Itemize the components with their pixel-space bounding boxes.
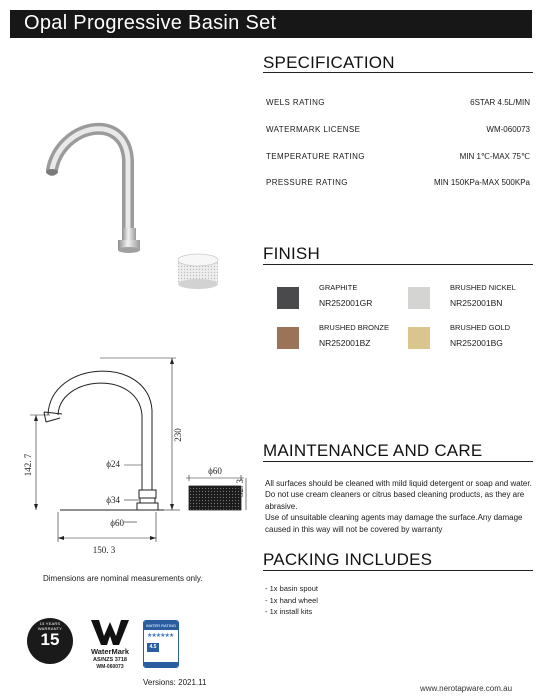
finish-swatch — [277, 287, 299, 309]
packing-item: - 1x install kits — [265, 607, 313, 616]
watermark-logo — [85, 618, 135, 670]
dim-34: ϕ34 — [106, 495, 120, 505]
finish-swatch — [408, 287, 430, 309]
watermark-standard: AS/NZS 3718 — [93, 657, 127, 663]
warranty-badge — [27, 618, 73, 664]
maintenance-text — [265, 478, 535, 535]
base-body — [139, 490, 156, 498]
finish-swatch — [408, 327, 430, 349]
dim-24: ϕ24 — [106, 459, 120, 469]
title-bar — [10, 10, 532, 38]
wels-stars-icon: ★★★★★★ — [147, 633, 174, 639]
spec-row-watermark — [266, 123, 532, 139]
spec-label: WATERMARK LICENSE — [266, 125, 361, 134]
maintenance-heading: MAINTENANCE AND CARE — [263, 441, 483, 460]
finish-code: NR252001GR — [319, 298, 373, 308]
website-link[interactable]: www.nerotapware.com.au — [420, 684, 513, 693]
wels-strip — [144, 662, 178, 667]
spec-label: TEMPERATURE RATING — [266, 152, 365, 161]
finish-name: BRUSHED GOLD — [450, 323, 511, 332]
warranty-years: 15 — [40, 630, 60, 649]
finish-name: GRAPHITE — [319, 283, 358, 292]
specification-heading: SPECIFICATION — [263, 53, 395, 72]
page-title: Opal Progressive Basin Set — [24, 12, 277, 34]
finish-code: NR252001BG — [450, 338, 503, 348]
packing-rule — [263, 570, 533, 571]
specification-rule — [263, 72, 533, 73]
spec-row-wels — [266, 96, 532, 112]
watermark-w-icon — [91, 618, 129, 646]
watermark-licence: WM-060073 — [96, 664, 124, 670]
finish-rule — [263, 264, 533, 265]
maintenance-rule — [263, 461, 533, 462]
finish-brushed-nickel — [408, 283, 538, 319]
warranty-text: 15 YEARS WARRANTY — [37, 621, 63, 631]
product-image — [30, 100, 230, 300]
watermark-title: WaterMark — [90, 647, 130, 656]
wels-label — [143, 620, 179, 668]
finish-brushed-bronze — [277, 323, 407, 359]
spec-value: WM-060073 — [486, 125, 530, 134]
spec-value: MIN 150KPa-MAX 500KPa — [433, 178, 530, 187]
finish-code: NR252001BN — [450, 298, 503, 308]
dim-230: 230 — [173, 428, 183, 442]
finish-graphite — [277, 283, 407, 319]
finish-swatch — [277, 327, 299, 349]
finish-heading: FINISH — [263, 244, 320, 263]
dimensions-note: Dimensions are nominal measurements only. — [43, 574, 203, 583]
maintenance-paragraph: Use of unsuitable cleaning agents may damage the surface.Any damage caused in this way will not be covered by warranty — [265, 513, 523, 534]
dim-60-wheel: ϕ60 — [208, 466, 222, 476]
finish-name: BRUSHED BRONZE — [319, 323, 390, 332]
spec-value: 6STAR 4.5L/MIN — [470, 98, 530, 107]
hand-wheel-render — [178, 254, 218, 289]
maintenance-paragraph: Do not use cream cleaners or citrus based cleaning products, as they are abrasive. — [265, 490, 525, 511]
packing-item: - 1x basin spout — [265, 584, 318, 593]
spout-render — [46, 129, 140, 253]
finish-code: NR252001BZ — [319, 338, 371, 348]
packing-heading: PACKING INCLUDES — [263, 550, 433, 569]
spec-row-pressure — [266, 176, 532, 192]
finish-brushed-gold — [408, 323, 538, 359]
hand-wheel-drawing — [189, 486, 241, 510]
spec-label: PRESSURE RATING — [266, 178, 348, 187]
dim-32-3: 32. 3 — [235, 479, 245, 497]
dim-150-3: 150. 3 — [92, 545, 116, 555]
spec-label: WELS RATING — [266, 98, 325, 107]
technical-drawing — [0, 340, 260, 560]
spec-row-temperature — [266, 150, 532, 166]
dim-60-base: ϕ60 — [110, 518, 124, 528]
versions: Versions: 2021.11 — [143, 678, 207, 687]
finish-name: BRUSHED NICKEL — [450, 283, 516, 292]
spec-value: MIN 1℃-MAX 75℃ — [459, 152, 530, 161]
maintenance-paragraph: All surfaces should be cleaned with mild liquid detergent or soap and water. — [265, 479, 532, 488]
packing-list — [265, 583, 318, 618]
wels-title: WATER RATING — [144, 621, 178, 630]
packing-item: - 1x hand wheel — [265, 595, 318, 605]
spout-outline — [48, 371, 152, 490]
dim-142-7: 142. 7 — [23, 453, 33, 477]
wels-value: 4.5 — [147, 643, 159, 652]
